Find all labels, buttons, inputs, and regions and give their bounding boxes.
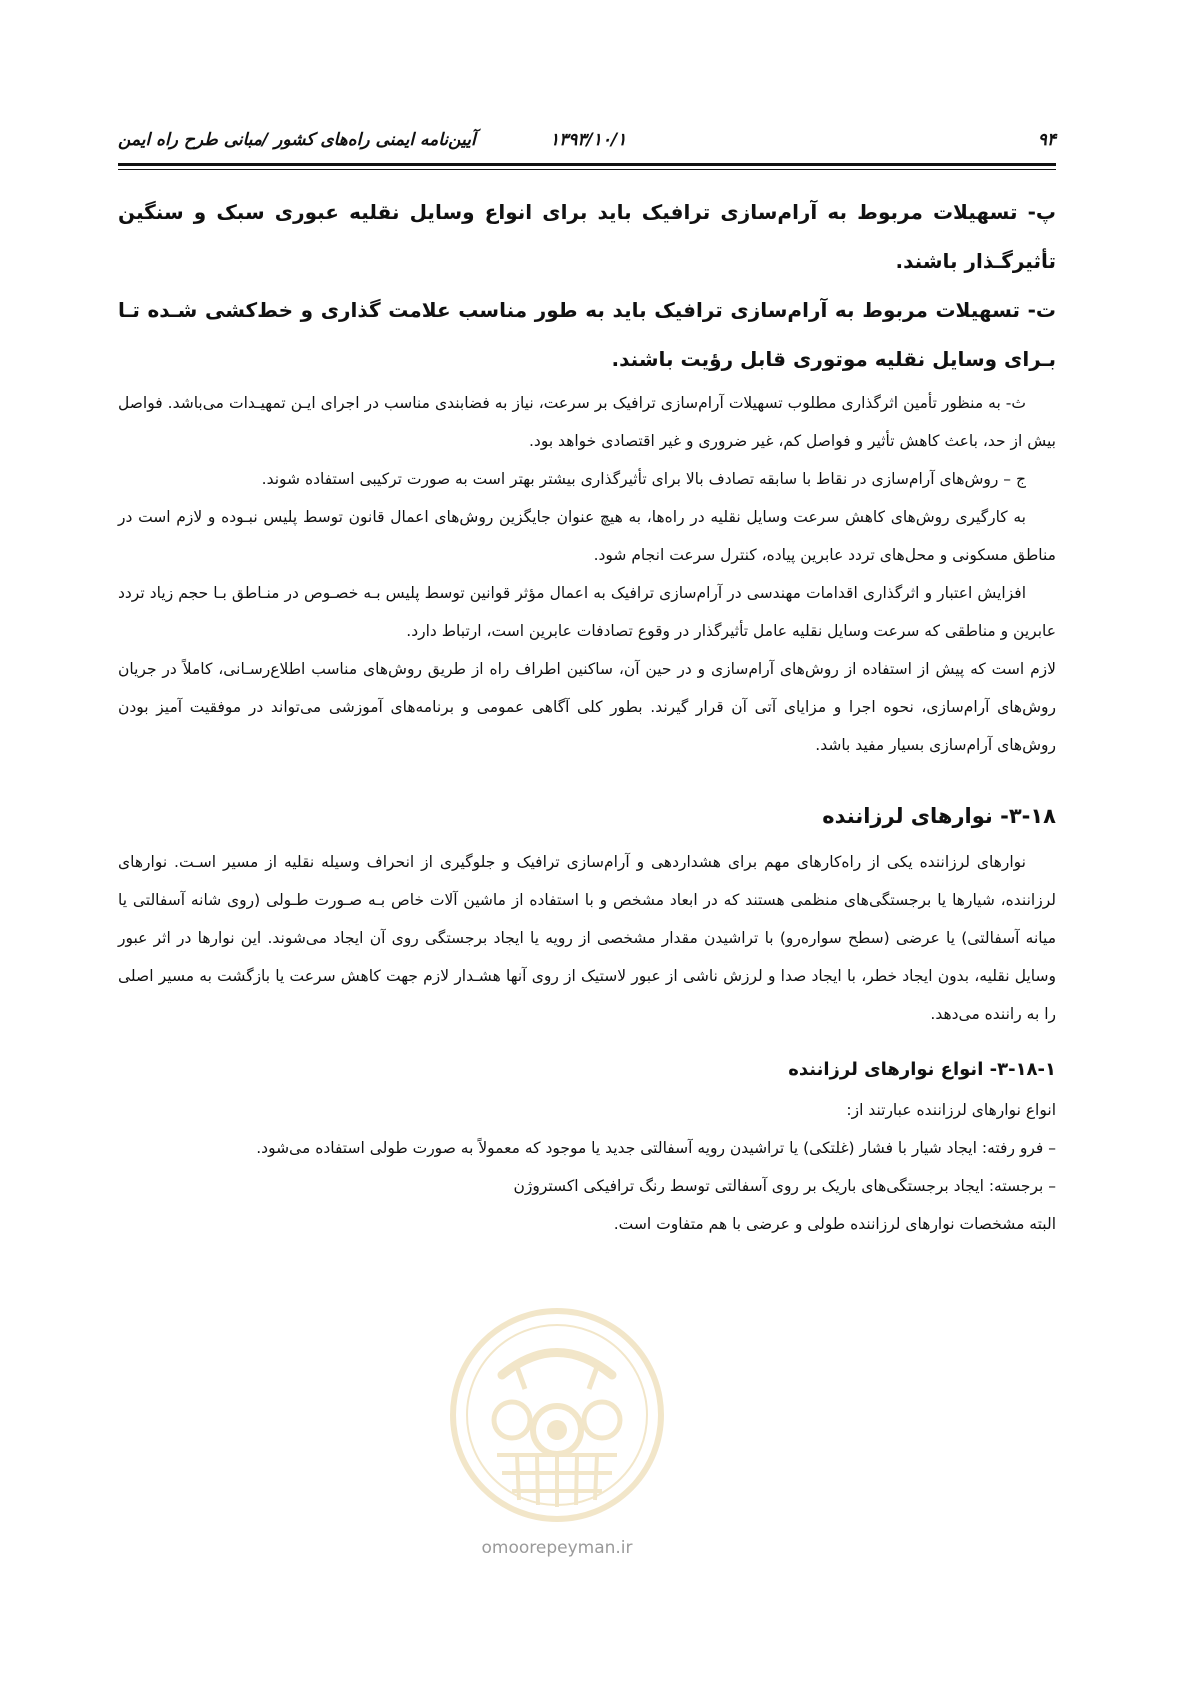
header-rule-thin [118,169,1056,170]
watermark-logo [447,1305,667,1530]
section-paragraph: نوارهای لرزاننده یکی از راه‌کارهای مهم برای هشداردهی و آرام‌سازی ترافیک و جلوگیری از انحراف وسیله نقلیه از مسیر اسـت. نوارهای لرزاننده، شیارها یا برجستگی‌های منظمی هستند که در ابعاد مشخص و با استفاده از ماشین آلات خاص بـه صـورت طـولی (روی شانه آسفالتی یا میانه آسفالتی) یا عرضی (سطح سواره‌رو) با تراشیدن مقدار مشخصی از رویه یا ایجاد برجستگی روی آن ایجاد می‌شوند. این نوارها در اثر عبور وسایل نقلیه، بدون ایجاد خطر، با ایجاد صدا و لرزش ناشی از عبور لاستیک از روی آنها هشـدار لازم جهت کاهش سرعت یا بازگشت به مسیر اصلی را به راننده می‌دهد. [118,853,1056,1023]
list-intro: انواع نوارهای لرزاننده عبارتند از: [846,1101,1056,1119]
body-paragraph: به کارگیری روش‌های کاهش سرعت وسایل نقلیه در راه‌ها، به هیچ عنوان جایگزین روش‌های اعمال قانون توسط پلیس نبـوده و لازم است در مناطق مسکونی و محل‌های تردد عابرین پیاده، کنترل سرعت انجام شود. [118,508,1056,564]
body-paragraph: لازم است که پیش از استفاده از روش‌های آرام‌سازی و در حین آن، ساکنین اطراف راه از طریق روش‌های مناسب اطلاع‌رسـانی، کاملاً در جریان روش‌های آرام‌سازی، نحوه اجرا و مزایای آتی آن قرار گیرند. بطور کلی آگاهی عمومی و برنامه‌های آموزشی می‌تواند در موفقیت آمیز بودن روش‌های آرام‌سازی بسیار مفید باشد. [118,660,1056,754]
body-paragraph: افزایش اعتبار و اثرگذاری اقدامات مهندسی در آرام‌سازی ترافیک به اعمال مؤثر قوانین توسط پلیس بـه خصـوص در منـاطق بـا حجم زیاد تردد عابرین و مناطقی که سرعت وسایل نقلیه عامل تأثیرگذار در وقوع تصادفات عابرین است، ارتباط دارد. [118,584,1056,640]
body-paragraph: ث- به منظور تأمین اثرگذاری مطلوب تسهیلات آرام‌سازی ترافیک بر سرعت، نیاز به فضابندی مناسب در اجرای ایـن تمهیـدات می‌باشد. فواصل بیش از حد، باعث کاهش تأثیر و فواصل کم، غیر ضروری و غیر اقتصادی خواهد بود. [118,394,1056,450]
closing-note: البته مشخصات نوارهای لرزاننده طولی و عرضی با هم متفاوت است. [613,1215,1056,1233]
header-rule-thick [118,163,1056,166]
bold-paragraph: پ- تسهیلات مربوط به آرام‌سازی ترافیک باید برای انواع وسایل نقلیه عبوری سبک و سنگین تأثیرگـذار باشند. [118,200,1056,273]
page-number: ۹۴ [1037,130,1056,150]
subsection-heading: ۳-۱۸-۱- انواع نوارهای لرزاننده [788,1059,1056,1080]
section-heading: ۳-۱۸- نوارهای لرزاننده [822,804,1056,828]
bold-paragraph: ت- تسهیلات مربوط به آرام‌سازی ترافیک باید به طور مناسب علامت گذاری و خط‌کشی شـده تـا بـرای وسایل نقلیه موتوری قابل رؤیت باشند. [118,298,1056,371]
body-paragraph: ج – روش‌های آرام‌سازی در نقاط با سابقه تصادف بالا برای تأثیرگذاری بیشتر بهتر است به صورت ترکیبی استفاده شوند. [261,470,1026,488]
list-item: – برجسته: ایجاد برجستگی‌های باریک بر روی آسفالتی توسط رنگ ترافیکی اکستروژن [513,1177,1056,1195]
page-body [118,188,1056,1243]
list-item: – فرو رفته: ایجاد شیار با فشار (غلتکی) یا تراشیدن رویه آسفالتی جدید یا موجود که معمولاً به صورت طولی استفاده می‌شود. [256,1139,1056,1157]
watermark-website: omoorepeyman.ir [481,1538,633,1558]
header-date: ۱۳۹۳/۱۰/۱ [550,130,627,150]
page-header [118,130,1056,162]
header-title: آیین‌نامه ایمنی راه‌های کشور /مبانی طرح راه ایمن [118,130,476,150]
